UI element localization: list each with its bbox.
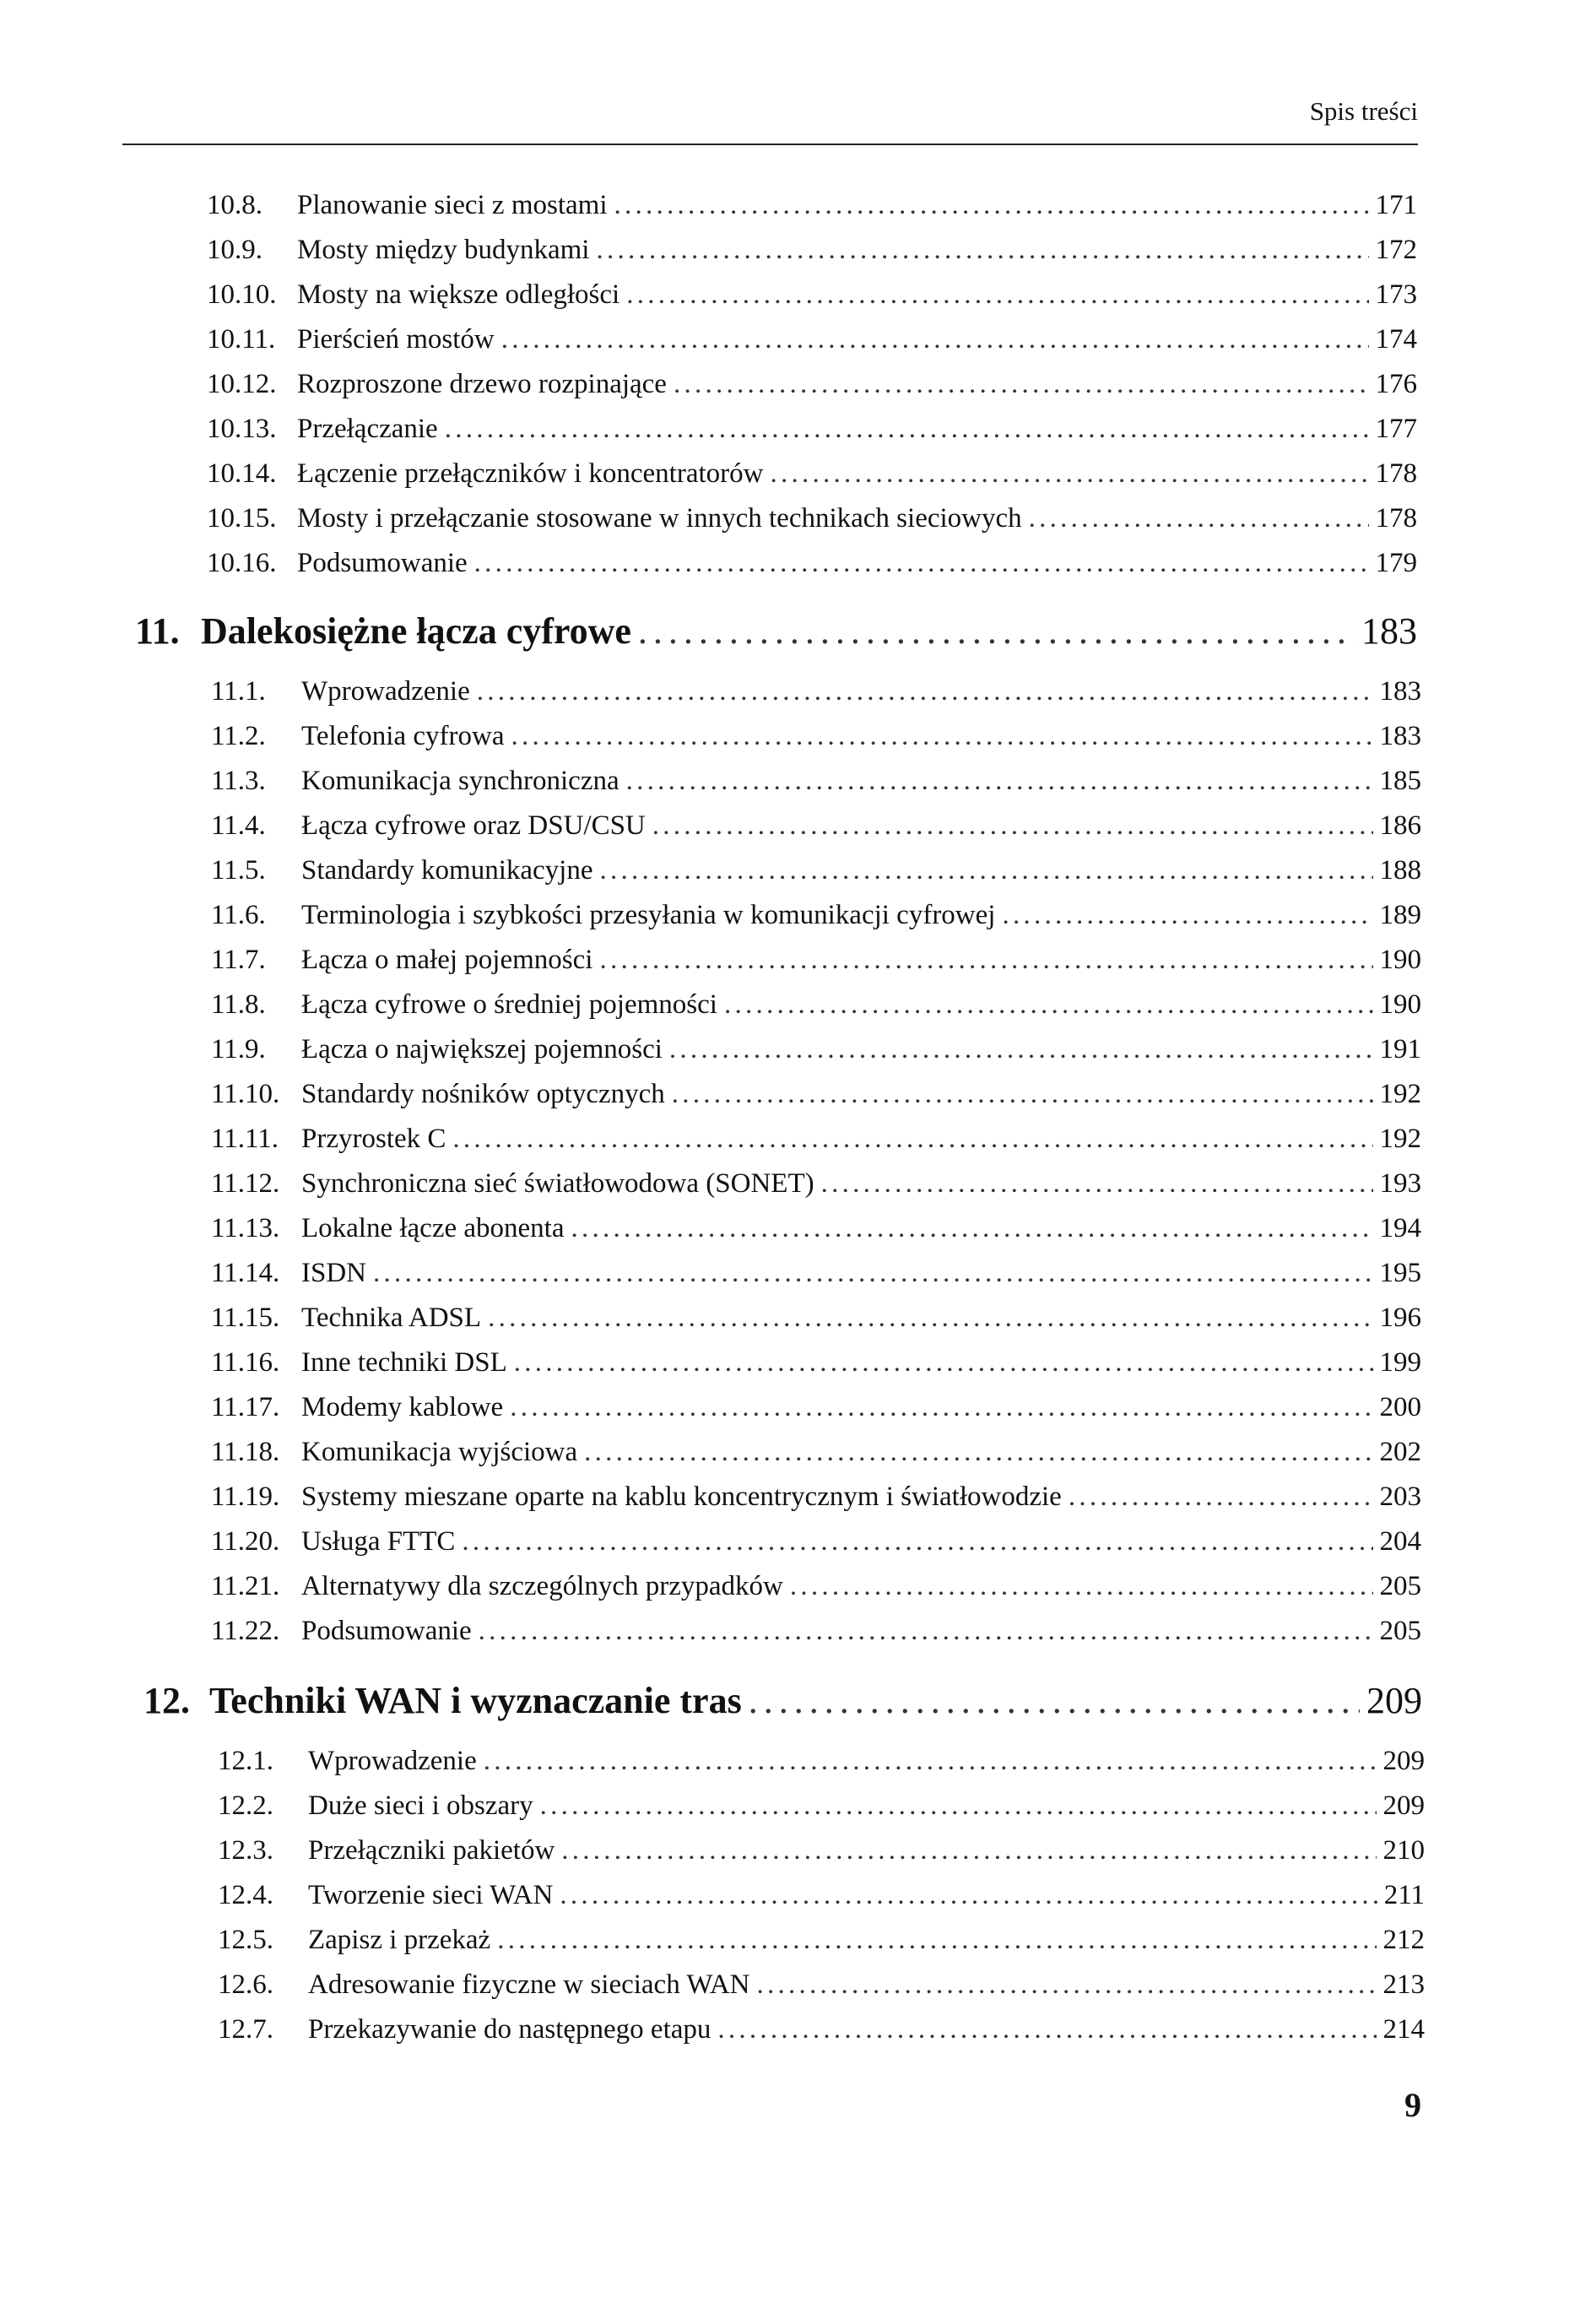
toc-entry xyxy=(211,900,1421,931)
dot-leader xyxy=(501,324,1369,355)
toc-entry xyxy=(211,1303,1421,1334)
dot-leader xyxy=(1029,503,1369,534)
entry-page: 178 xyxy=(1375,458,1417,489)
dot-leader xyxy=(1002,900,1372,931)
toc-entry xyxy=(218,1880,1425,1911)
entry-page: 194 xyxy=(1379,1213,1421,1243)
dot-leader xyxy=(672,1079,1373,1110)
toc-entry xyxy=(207,414,1417,445)
entry-title: Łącza o największej pojemności xyxy=(301,1034,663,1064)
entry-number: 12.6. xyxy=(218,1969,273,2000)
entry-title: Podsumowanie xyxy=(297,548,468,578)
entry-number: 12.5. xyxy=(218,1925,273,1955)
toc-entry xyxy=(207,503,1417,534)
dot-leader xyxy=(511,721,1372,752)
dot-leader xyxy=(596,235,1368,266)
entry-number: 11.15. xyxy=(211,1303,280,1333)
entry-page: 192 xyxy=(1379,1124,1421,1154)
toc-chapter xyxy=(143,1679,1422,1722)
dot-leader xyxy=(757,1969,1377,2001)
entry-page: 183 xyxy=(1379,721,1421,751)
entry-number: 11.21. xyxy=(211,1571,280,1601)
toc-entry xyxy=(218,1925,1425,1956)
entry-number: 11.20. xyxy=(211,1526,280,1557)
running-header xyxy=(122,91,1418,145)
toc-entry xyxy=(211,1392,1421,1423)
entry-title: Przyrostek C xyxy=(301,1124,446,1154)
entry-number: 10.10. xyxy=(207,279,277,310)
dot-leader xyxy=(599,945,1372,976)
entry-title: Terminologia i szybkości przesyłania w komunikacji cyfrowej xyxy=(301,900,996,930)
entry-title: Łącza cyfrowe oraz DSU/CSU xyxy=(301,810,646,841)
entry-number: 11.17. xyxy=(211,1392,280,1422)
entry-title: Komunikacja synchroniczna xyxy=(301,766,620,796)
toc-entry xyxy=(207,548,1417,579)
entry-page: 174 xyxy=(1375,324,1417,355)
entry-number: 11.19. xyxy=(211,1482,280,1512)
entry-number: 11.13. xyxy=(211,1213,280,1243)
entry-number: 11.4. xyxy=(211,810,266,841)
toc-entry xyxy=(207,369,1417,400)
entry-number: 12.3. xyxy=(218,1835,273,1866)
toc-entry xyxy=(211,945,1421,976)
entry-number: 11.10. xyxy=(211,1079,280,1109)
entry-number: 11.12. xyxy=(211,1168,280,1199)
dot-leader xyxy=(477,676,1373,707)
entry-title: Wprowadzenie xyxy=(301,676,470,707)
entry-number: 11.11. xyxy=(211,1124,279,1154)
entry-number: 10.13. xyxy=(207,414,277,444)
dot-leader xyxy=(626,766,1373,797)
toc-entry xyxy=(218,1746,1425,1777)
entry-page: 214 xyxy=(1382,2014,1425,2045)
entry-page: 192 xyxy=(1379,1079,1421,1109)
toc-entry xyxy=(211,1124,1421,1155)
chapter-page: 183 xyxy=(1361,610,1417,652)
entry-page: 204 xyxy=(1379,1526,1421,1557)
dot-leader xyxy=(652,810,1373,842)
entry-title: Tworzenie sieci WAN xyxy=(308,1880,554,1910)
entry-title: Mosty na większe odległości xyxy=(297,279,620,310)
page-number: 9 xyxy=(1404,2086,1421,2124)
entry-number: 10.12. xyxy=(207,369,277,399)
entry-number: 11.5. xyxy=(211,855,266,886)
entry-page: 209 xyxy=(1382,1790,1425,1821)
dot-leader xyxy=(479,1616,1373,1647)
toc-entry xyxy=(211,721,1421,752)
entry-page: 176 xyxy=(1375,369,1417,399)
entry-number: 10.14. xyxy=(207,458,277,489)
dot-leader xyxy=(626,279,1368,311)
entry-page: 183 xyxy=(1379,676,1421,707)
dot-leader xyxy=(821,1168,1373,1200)
entry-title: Standardy komunikacyjne xyxy=(301,855,593,886)
entry-title: Standardy nośników optycznych xyxy=(301,1079,665,1109)
entry-number: 11.22. xyxy=(211,1616,280,1646)
entry-title: Podsumowanie xyxy=(301,1616,472,1646)
entry-page: 186 xyxy=(1379,810,1421,841)
dot-leader xyxy=(1069,1482,1373,1513)
chapter-number: 11. xyxy=(135,610,180,652)
entry-number: 12.1. xyxy=(218,1746,273,1776)
dot-leader xyxy=(445,414,1369,445)
toc-entry xyxy=(211,1437,1421,1468)
entry-page: 211 xyxy=(1383,1880,1425,1910)
dot-leader xyxy=(749,1679,1360,1722)
entry-title: Synchroniczna sieć światłowodowa (SONET) xyxy=(301,1168,814,1199)
entry-page: 199 xyxy=(1379,1347,1421,1378)
dot-leader xyxy=(561,1835,1376,1866)
entry-title: Adresowanie fizyczne w sieciach WAN xyxy=(308,1969,750,2000)
entry-page: 203 xyxy=(1379,1482,1421,1512)
entry-page: 196 xyxy=(1379,1303,1421,1333)
dot-leader xyxy=(497,1925,1376,1956)
entry-title: Przełączniki pakietów xyxy=(308,1835,555,1866)
dot-leader xyxy=(770,458,1368,490)
toc-entry xyxy=(211,1616,1421,1647)
entry-title: Zapisz i przekaż xyxy=(308,1925,491,1955)
entry-number: 10.9. xyxy=(207,235,262,265)
running-title: Spis treści xyxy=(1309,96,1418,126)
toc-entry xyxy=(211,989,1421,1021)
dot-leader xyxy=(669,1034,1373,1065)
toc-entry xyxy=(218,2014,1425,2045)
entry-page: 213 xyxy=(1382,1969,1425,2000)
entry-page: 173 xyxy=(1375,279,1417,310)
entry-page: 210 xyxy=(1382,1835,1425,1866)
entry-title: Modemy kablowe xyxy=(301,1392,504,1422)
entry-title: Technika ADSL xyxy=(301,1303,482,1333)
dot-leader xyxy=(452,1124,1372,1155)
toc-entry xyxy=(211,855,1421,886)
dot-leader xyxy=(510,1392,1372,1423)
toc-entry xyxy=(211,676,1421,707)
entry-title: Przekazywanie do następnego etapu xyxy=(308,2014,712,2045)
entry-title: Alternatywy dla szczególnych przypadków xyxy=(301,1571,783,1601)
toc-entry xyxy=(211,810,1421,842)
dot-leader xyxy=(488,1303,1372,1334)
entry-page: 193 xyxy=(1379,1168,1421,1199)
toc-entry xyxy=(218,1835,1425,1866)
toc-entry xyxy=(207,458,1417,490)
entry-page: 189 xyxy=(1379,900,1421,930)
toc-entry xyxy=(211,766,1421,797)
entry-page: 177 xyxy=(1375,414,1417,444)
entry-number: 11.6. xyxy=(211,900,266,930)
entry-page: 179 xyxy=(1375,548,1417,578)
toc-entry xyxy=(211,1079,1421,1110)
entry-title: Inne techniki DSL xyxy=(301,1347,507,1378)
entry-number: 11.8. xyxy=(211,989,266,1020)
toc-entry xyxy=(207,235,1417,266)
entry-title: Duże sieci i obszary xyxy=(308,1790,533,1821)
toc-entry xyxy=(211,1168,1421,1200)
dot-leader xyxy=(571,1213,1373,1244)
toc-entry xyxy=(218,1790,1425,1822)
dot-leader xyxy=(373,1258,1372,1289)
entry-title: Łączenie przełączników i koncentratorów xyxy=(297,458,764,489)
entry-number: 11.16. xyxy=(211,1347,280,1378)
entry-title: Przełączanie xyxy=(297,414,438,444)
toc-entry xyxy=(211,1347,1421,1379)
entry-number: 12.7. xyxy=(218,2014,273,2045)
chapter-page: 209 xyxy=(1366,1680,1422,1721)
entry-page: 205 xyxy=(1379,1616,1421,1646)
entry-number: 11.18. xyxy=(211,1437,280,1467)
entry-number: 11.7. xyxy=(211,945,266,975)
toc-entry xyxy=(211,1213,1421,1244)
chapter-title: Techniki WAN i wyznaczanie tras xyxy=(209,1680,742,1721)
entry-title: Łącza o małej pojemności xyxy=(301,945,593,975)
entry-page: 209 xyxy=(1382,1746,1425,1776)
entry-number: 10.16. xyxy=(207,548,277,578)
dot-leader xyxy=(600,855,1373,886)
entry-page: 188 xyxy=(1379,855,1421,886)
dot-leader xyxy=(462,1526,1372,1557)
entry-number: 11.9. xyxy=(211,1034,266,1064)
toc-entry xyxy=(211,1526,1421,1557)
dot-leader xyxy=(584,1437,1372,1468)
entry-title: Wprowadzenie xyxy=(308,1746,477,1776)
entry-title: Komunikacja wyjściowa xyxy=(301,1437,578,1467)
entry-title: ISDN xyxy=(301,1258,367,1288)
entry-page: 205 xyxy=(1379,1571,1421,1601)
entry-title: Mosty między budynkami xyxy=(297,235,590,265)
chapter-number: 12. xyxy=(143,1680,190,1721)
toc-entry xyxy=(211,1571,1421,1602)
entry-number: 10.8. xyxy=(207,190,262,220)
toc-entry xyxy=(211,1482,1421,1513)
entry-title: Mosty i przełączanie stosowane w innych technikach sieciowych xyxy=(297,503,1022,534)
entry-page: 185 xyxy=(1379,766,1421,796)
toc-entry xyxy=(207,324,1417,355)
entry-page: 171 xyxy=(1375,190,1417,220)
dot-leader xyxy=(674,369,1369,400)
dot-leader xyxy=(560,1880,1377,1911)
entry-title: Usługa FTTC xyxy=(301,1526,456,1557)
entry-number: 11.2. xyxy=(211,721,266,751)
toc-entry xyxy=(211,1034,1421,1065)
entry-number: 12.2. xyxy=(218,1790,273,1821)
entry-number: 10.11. xyxy=(207,324,276,355)
entry-page: 191 xyxy=(1379,1034,1421,1064)
dot-leader xyxy=(484,1746,1377,1777)
entry-page: 172 xyxy=(1375,235,1417,265)
toc-entry xyxy=(211,1258,1421,1289)
entry-page: 190 xyxy=(1379,945,1421,975)
entry-page: 200 xyxy=(1379,1392,1421,1422)
entry-page: 178 xyxy=(1375,503,1417,534)
entry-page: 212 xyxy=(1382,1925,1425,1955)
entry-title: Planowanie sieci z mostami xyxy=(297,190,608,220)
entry-title: Łącza cyfrowe o średniej pojemności xyxy=(301,989,717,1020)
entry-number: 12.4. xyxy=(218,1880,273,1910)
entry-page: 195 xyxy=(1379,1258,1421,1288)
entry-page: 190 xyxy=(1379,989,1421,1020)
entry-title: Rozproszone drzewo rozpinające xyxy=(297,369,667,399)
entry-page: 202 xyxy=(1379,1437,1421,1467)
dot-leader xyxy=(514,1347,1373,1379)
entry-number: 11.1. xyxy=(211,676,266,707)
dot-leader xyxy=(614,190,1369,221)
entry-number: 10.15. xyxy=(207,503,277,534)
entry-title: Lokalne łącze abonenta xyxy=(301,1213,565,1243)
toc-entry xyxy=(207,190,1417,221)
entry-number: 11.3. xyxy=(211,766,266,796)
dot-leader xyxy=(717,2014,1376,2045)
dot-leader xyxy=(724,989,1373,1021)
entry-title: Systemy mieszane oparte na kablu koncentrycznym i światłowodzie xyxy=(301,1482,1062,1512)
entry-title: Pierścień mostów xyxy=(297,324,495,355)
dot-leader xyxy=(474,548,1369,579)
chapter-title: Dalekosiężne łącza cyfrowe xyxy=(201,610,631,652)
dot-leader xyxy=(790,1571,1373,1602)
toc-entry xyxy=(207,279,1417,311)
entry-title: Telefonia cyfrowa xyxy=(301,721,505,751)
dot-leader xyxy=(540,1790,1377,1822)
toc-chapter xyxy=(135,609,1417,653)
entry-number: 11.14. xyxy=(211,1258,280,1288)
toc-entry xyxy=(218,1969,1425,2001)
dot-leader xyxy=(638,609,1355,653)
